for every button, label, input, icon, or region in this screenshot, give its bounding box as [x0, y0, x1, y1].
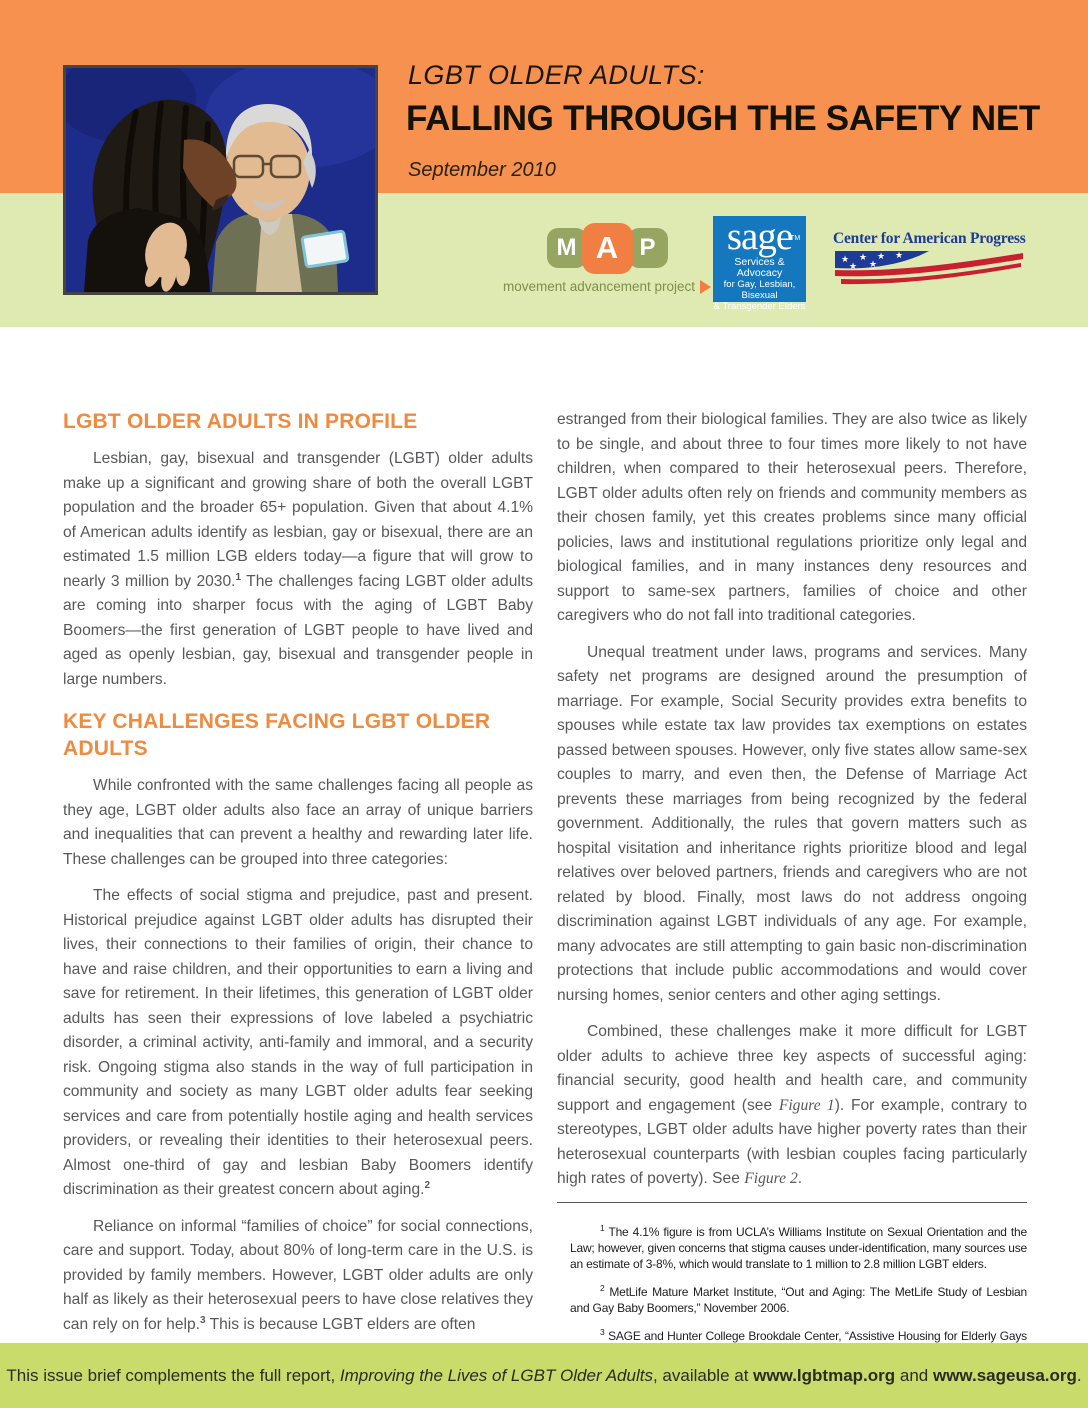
footer-text-pre: This issue brief complements the full report, [6, 1365, 340, 1385]
paragraph-combined-continued: ). For example, contrary to stereotypes, LGBT older adults have higher poverty rates than their heterosexual counterparts (with lesbian couples facing particularly high rates of poverty). See [557, 1096, 1027, 1187]
map-arrow-icon [700, 280, 711, 294]
document-kicker: LGBT OLDER ADULTS: [408, 60, 705, 90]
footer-band [0, 1343, 1088, 1408]
paragraph-combined [557, 1020, 1027, 1192]
footnote-ref-1: 1 [235, 571, 242, 583]
map-tagline [502, 279, 696, 294]
map-logo [502, 221, 696, 294]
footnote-1-marker: 1 [600, 1222, 605, 1233]
cap-logo-name: Center for American Progress [833, 230, 1026, 247]
footnote-3-text: SAGE and Hunter College Brookdale Center, “Assistive Housing for Elderly Gays [608, 1328, 1027, 1343]
paragraph-challenges-intro: While confronted with the same challenges facing all people as they age, LGBT older adults also face an array of unique barriers and inequalities that can prevent a healthy and rewarding later life. These challenges can be grouped into three categories: [63, 777, 533, 868]
svg-text:★: ★ [877, 252, 886, 262]
footer-text-and: and [895, 1365, 933, 1385]
section-heading-profile: LGBT OLDER ADULTS IN PROFILE [63, 410, 418, 433]
map-tile-m: M [547, 228, 587, 268]
cover-photo-illustration [66, 68, 375, 292]
sage-trademark: TM [790, 235, 801, 242]
paragraph-unequal-treatment: Unequal treatment under laws, programs and services. Many safety net programs are designed around the presumption of marriage. For example, Social Security provides extra benefits to spouses while estate tax law provides tax exemptions on estates passed between spouses. However, only five states allow same-sex couples to marry, and even then, the Defense of Marriage Act prevents these marriages from being recognized by the federal government. Additionally, the rules that govern matters such as hospital visitation and inheritance rights prioritize blood and legal relatives over beloved partners, friends and caregivers who are not related by blood. Finally, most laws do not address ongoing discrimination against LGBT individuals of any age. For example, many advocates are still attempting to gain basic non-discrimination protections that include public accommodations and would cover nursing homes, senior centers and other aging settings. [557, 643, 1027, 1004]
sage-subline-1: Services & Advocacy [734, 256, 785, 279]
paragraph-stigma-text: The effects of social stigma and prejudice, past and present. Historical prejudice against LGBT older adults has disrupted their lives, their connections to their families of origin, their chance to have and raise children, and their opportunities to earn a living and save for retirement. In their lifetimes, this generation of LGBT older adults has seen their expressions of love labeled a psychiatric disorder, a criminal activity, anti-family and immoral, and a security risk. Ongoing stigma also stands in the way of full participation in community and society as many LGBT older adults fear seeking services and care from potentially hostile aging and health services providers, or revealing their identities to their heterosexual peers. Almost one-third of gay and lesbian Baby Boomers identify discrimination as their greatest concern about aging. [63, 887, 533, 1198]
sage-subline-2: for Gay, Lesbian, Bisexual [723, 279, 796, 301]
footnote-1-text: The 4.1% figure is from UCLA’s Williams Institute on Sexual Orientation and the Law; however, given concerns that stigma causes under-identification, many sources use an estimate of 3-8%, which would translate to 1 million to 2.8 million LGBT elders. [570, 1224, 1027, 1271]
footnote-ref-2: 2 [424, 1179, 431, 1191]
paragraph-families-continued: This is because LGBT elders are often [205, 1315, 476, 1333]
footer-link-lgbtmap[interactable]: www.lgbtmap.org [753, 1365, 896, 1385]
paragraph-stigma [63, 884, 533, 1203]
paragraph-profile-continued: The challenges facing LGBT older adults are coming into sharper focus with the aging of LGBT Baby Boomers—the first generation of LGBT people to have lived and aged as openly lesbian, gay, bisexual and transgender people in large numbers. [63, 572, 533, 688]
section-heading-challenges: KEY CHALLENGES FACING LGBT OLDER ADULTS [63, 710, 491, 760]
cap-logo [833, 230, 1029, 291]
footer-link-sageusa[interactable]: www.sageusa.org [932, 1365, 1077, 1385]
footnote-1 [557, 1224, 1027, 1272]
paragraph-profile-text: Lesbian, gay, bisexual and transgender (LGBT) older adults make up a significant and growing share of both the overall LGBT population and the broader 65+ population. Given that about 4.1% of American adults identify as lesbian, gay or bisexual, there are an estimated 1.5 million LGB elders today—a figure that will grow to nearly 3 million by 2030. [63, 450, 533, 590]
paragraph-profile [63, 447, 533, 692]
document-date: September 2010 [408, 159, 556, 181]
svg-text:★: ★ [895, 251, 904, 261]
right-column [557, 408, 1027, 1360]
paragraph-families-of-choice [63, 1215, 533, 1338]
paragraph-families-text: Reliance on informal “families of choice” for social connections, care and support. Today, about 80% of long-term care in the U.S. is provided by family members. However, LGBT older adults are only half as likely as their heterosexual peers to have close relatives they can rely on for help. [63, 1217, 533, 1333]
left-column [63, 408, 533, 1337]
svg-text:★: ★ [849, 262, 858, 272]
paragraph-combined-end: . [797, 1170, 803, 1187]
sage-wordmark: sage TM [726, 215, 801, 258]
footer-note [6, 1366, 1081, 1386]
footer-report-title: Improving the Lives of LGBT Older Adults [339, 1365, 653, 1385]
svg-text:★: ★ [859, 253, 868, 263]
footer-text-end: . [1076, 1365, 1082, 1385]
svg-text:★: ★ [841, 255, 850, 265]
paragraph-combined-text: Combined, these challenges make it more difficult for LGBT older adults to achieve three key aspects of successful aging: financial security, good health and health care, and community support and engagement (see [557, 1023, 1027, 1114]
footnote-2-text: MetLife Mature Market Institute, “Out and Aging: The MetLife Study of Lesbian and Gay Baby Boomers,” November 2006. [570, 1284, 1027, 1315]
cap-flag-icon [833, 250, 1029, 291]
footer-text-mid: , available at [652, 1365, 754, 1385]
figure-2-reference: Figure 2 [744, 1170, 798, 1187]
footnote-2-marker: 2 [600, 1282, 605, 1293]
footnotes-section [557, 1202, 1027, 1360]
sage-subline-3: & Transgender Elders [713, 301, 806, 312]
sage-logo [713, 215, 806, 312]
map-tagline-text: movement advancement project [502, 279, 696, 294]
document-title: FALLING THROUGH THE SAFETY NET [406, 99, 1040, 138]
footnote-2 [557, 1284, 1027, 1316]
footnote-3-marker: 3 [600, 1326, 605, 1337]
paragraph-estranged: estranged from their biological families. They are also twice as likely to be single, and about three to four times more likely to not have children, when compared to their heterosexual peers. Therefore, LGBT older adults often rely on friends and community members as their chosen family, yet this creates problems since many official policies, laws and institutional regulations prioritize only legal and biological families, and in many instances deny resources and support to same-sex partners, families of choice and other caregivers who do not fall into traditional categories. [557, 411, 1027, 624]
map-logo-tiles [518, 221, 696, 275]
map-tile-a: A [582, 223, 633, 274]
footnote-ref-3: 3 [199, 1314, 206, 1326]
cover-photo [63, 65, 378, 295]
map-tile-p: P [628, 228, 668, 268]
svg-text:★: ★ [869, 260, 878, 270]
figure-1-reference: Figure 1 [778, 1096, 835, 1114]
